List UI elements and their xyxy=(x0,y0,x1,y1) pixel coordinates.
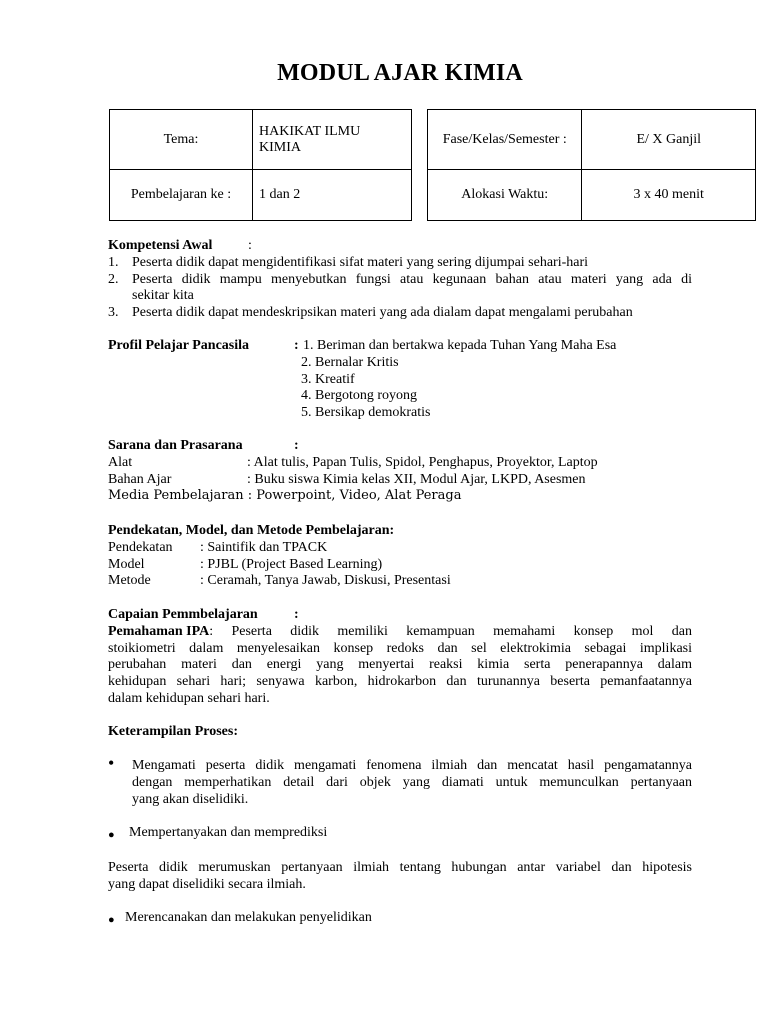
kompetensi-colon: : xyxy=(248,238,252,253)
pendekatan-row xyxy=(108,573,692,590)
bullet-text: dengan memperhatikan detail dari objek yang diamati untuk memunculkan pertanyaan xyxy=(132,774,692,790)
pendekatan-section xyxy=(108,523,692,590)
sarana-row xyxy=(108,472,692,489)
sarana-label: Bahan Ajar xyxy=(108,471,172,487)
tema-label: Tema: xyxy=(110,110,253,170)
alokasi-label: Alokasi Waktu: xyxy=(428,170,582,221)
list-text: Peserta didik mampu menyebutkan fungsi atau kegunaan bahan atau materi yang ada di xyxy=(132,271,692,287)
sarana-row xyxy=(108,488,692,505)
sarana-colon: : xyxy=(294,438,299,453)
capaian-text-line: kehidupan sehari hari; senyawa karbon, hidrokarbon dan turunannya beserta pemanfaatannya xyxy=(108,674,692,690)
info-table-right xyxy=(427,109,756,221)
profil-heading: Profil Pelajar Pancasila xyxy=(108,338,250,353)
keterampilan-section xyxy=(108,724,692,741)
info-table-left xyxy=(109,109,412,221)
pendekatan-value: : PJBL (Project Based Learning) xyxy=(200,556,383,572)
pendekatan-row xyxy=(108,540,692,557)
sarana-label: Media Pembelajaran xyxy=(108,488,244,504)
pendekatan-row xyxy=(108,557,692,574)
document-title: MODUL AJAR KIMIA xyxy=(277,60,523,86)
pendekatan-label: Metode xyxy=(108,573,151,589)
capaian-text-line: stoikiometri dalam menyelesaikan konsep redoks dan sel elektrokimia sebagai implikasi xyxy=(108,640,692,656)
profil-item: 4. Bergotong royong xyxy=(301,388,418,404)
profil-section xyxy=(108,338,692,422)
pendekatan-label: Model xyxy=(108,556,145,572)
keterampilan-bullet-1 xyxy=(108,753,692,808)
sarana-row xyxy=(108,455,692,472)
bullet-icon: ● xyxy=(108,914,115,926)
fase-label: Fase/Kelas/Semester : xyxy=(428,110,582,170)
profil-item: 1. Beriman dan bertakwa kepada Tuhan Yang Maha Esa xyxy=(303,338,617,353)
pendekatan-label: Pendekatan xyxy=(108,539,173,555)
profil-item: 3. Kreatif xyxy=(301,371,355,387)
pembelajaran-value: 1 dan 2 xyxy=(253,170,412,221)
profil-item: 2. Bernalar Kritis xyxy=(301,354,399,370)
capaian-section xyxy=(108,607,692,708)
capaian-text-line: dalam kehidupan sehari hari. xyxy=(108,690,270,706)
paragraph-line: yang dapat diselidiki secara ilmiah. xyxy=(108,876,306,892)
sarana-value: : Powerpoint, Video, Alat Peraga xyxy=(247,488,462,504)
tema-value: HAKIKAT ILMU KIMIA xyxy=(253,110,412,170)
bullet-text: Merencanakan dan melakukan penyelidikan xyxy=(125,910,372,925)
list-item-continuation xyxy=(108,288,692,305)
alokasi-value: 3 x 40 menit xyxy=(582,170,756,221)
sarana-heading: Sarana dan Prasarana xyxy=(108,438,243,453)
pendekatan-value: : Ceramah, Tanya Jawab, Diskusi, Presentasi xyxy=(200,573,451,589)
profil-colon: : xyxy=(294,338,299,353)
capaian-text-line: : Peserta didik memiliki kemampuan memahami konsep mol dan xyxy=(209,623,692,639)
list-text: sekitar kita xyxy=(132,288,194,304)
list-item xyxy=(108,272,692,289)
bullet-icon: ● xyxy=(108,829,115,841)
sarana-value: : Alat tulis, Papan Tulis, Spidol, Penghapus, Proyektor, Laptop xyxy=(247,454,598,470)
bullet-text: Mengamati peserta didik mengamati fenomena ilmiah dan mencatat hasil pengamatannya xyxy=(132,758,692,773)
kompetensi-heading: Kompetensi Awal xyxy=(108,238,213,253)
keterampilan-heading: Keterampilan Proses: xyxy=(108,724,238,739)
bullet-text: yang akan diselidiki. xyxy=(132,791,249,807)
sarana-value: : Buku siswa Kimia kelas XII, Modul Ajar, LKPD, Asesmen xyxy=(247,471,586,487)
keterampilan-bullet-2 xyxy=(108,825,692,842)
profil-item: 5. Bersikap demokratis xyxy=(301,405,431,421)
capaian-heading: Capaian Pemmbelajaran xyxy=(108,607,258,622)
sarana-section xyxy=(108,438,692,505)
list-text: Peserta didik dapat mengidentifikasi sifat materi yang sering dijumpai sehari-hari xyxy=(132,254,589,270)
fase-value: E/ X Ganjil xyxy=(582,110,756,170)
list-text: Peserta didik dapat mendeskripsikan materi yang ada dialam dapat mengalami perubahan xyxy=(132,305,633,321)
paragraph-line: Peserta didik merumuskan pertanyaan ilmiah tentang hubungan antar variabel dan hipotesis xyxy=(108,860,692,875)
capaian-sub-label: Pemahaman IPA xyxy=(108,623,210,639)
capaian-text-line: perubahan materi dan energi yang menyertai reaksi kimia serta penerapannya dalam xyxy=(108,657,692,673)
pendekatan-value: : Saintifik dan TPACK xyxy=(200,539,328,555)
list-number: 3. xyxy=(108,305,119,321)
kompetensi-section xyxy=(108,238,692,322)
sarana-label: Alat xyxy=(108,454,133,470)
capaian-colon: : xyxy=(294,607,299,622)
list-number: 2. xyxy=(108,271,119,287)
bullet-icon: • xyxy=(108,753,115,773)
list-item xyxy=(108,305,692,322)
pembelajaran-label: Pembelajaran ke : xyxy=(110,170,253,221)
bullet-text: Mempertanyakan dan memprediksi xyxy=(129,825,328,840)
list-item xyxy=(108,255,692,272)
keterampilan-bullet-3 xyxy=(108,910,692,927)
pendekatan-heading: Pendekatan, Model, dan Metode Pembelajaran: xyxy=(108,523,395,538)
keterampilan-paragraph xyxy=(108,860,692,894)
list-number: 1. xyxy=(108,254,119,270)
